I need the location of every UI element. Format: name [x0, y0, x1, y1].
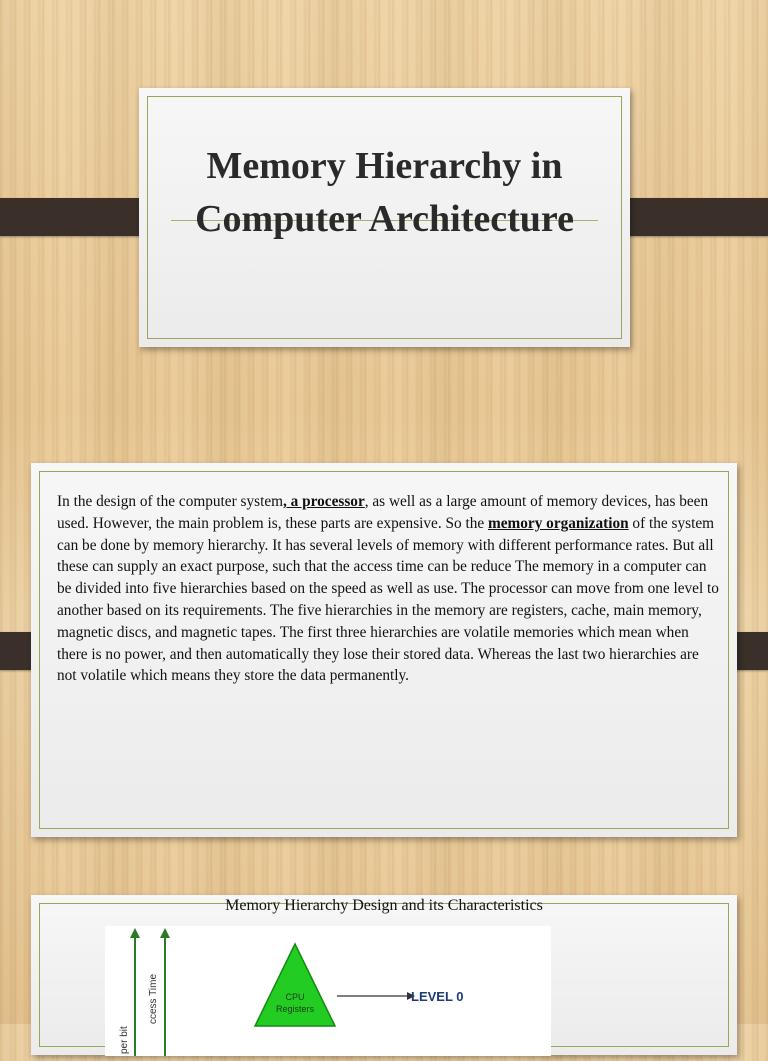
memory-hierarchy-diagram: [105, 926, 551, 1056]
intro-text-2: , as well as a large amount of memory devices, has been used. However, the main problem is, these parts are expensive. So the: [57, 493, 709, 532]
intro-paragraph: [57, 491, 719, 687]
diagram-graphic: [105, 926, 551, 1056]
intro-text-1: In the design of the computer system: [57, 493, 284, 510]
slide1-right-bar: [613, 198, 768, 236]
access-time-arrow-head: [160, 928, 170, 938]
triangle-text-cpu: CPU: [285, 992, 305, 1002]
memory-organization-link[interactable]: memory organization: [487, 514, 629, 532]
level0-label: LEVEL 0: [411, 989, 464, 1004]
diagram-slide: [31, 895, 737, 1055]
page-title: Memory Hierarchy in Computer Architecture: [195, 145, 574, 240]
intro-text-3: of the system can be done by memory hierarchy. It has several levels of memory with different performance rates. But all these can supply an exact purpose, such that the access time can be reduce The memory in a computer can be divided into five hierarchies based on the speed as well as use. The processor can move from one level to another based on its requirements. The five hierarchies in the memory are registers, cache, main memory, magnetic discs, and magnetic tapes. The first three hierarchies are volatile memories which mean when there is no power, and then automatically they lose their stored data. Whereas the last two hierarchies are not volatile which means they store the data permanently.: [57, 514, 719, 685]
cost-axis-label: per bit: [119, 1026, 130, 1054]
title-slide: [139, 88, 630, 347]
intro-slide: [31, 463, 737, 837]
cost-arrow-head: [130, 928, 140, 938]
diagram-slide-title: Memory Hierarchy Design and its Characteristics: [225, 897, 543, 914]
access-time-axis-label: ccess Time: [148, 973, 159, 1024]
processor-link[interactable]: , a processor: [283, 493, 365, 510]
slide1-left-bar: [0, 198, 155, 236]
triangle-text-registers: Registers: [275, 1004, 314, 1014]
